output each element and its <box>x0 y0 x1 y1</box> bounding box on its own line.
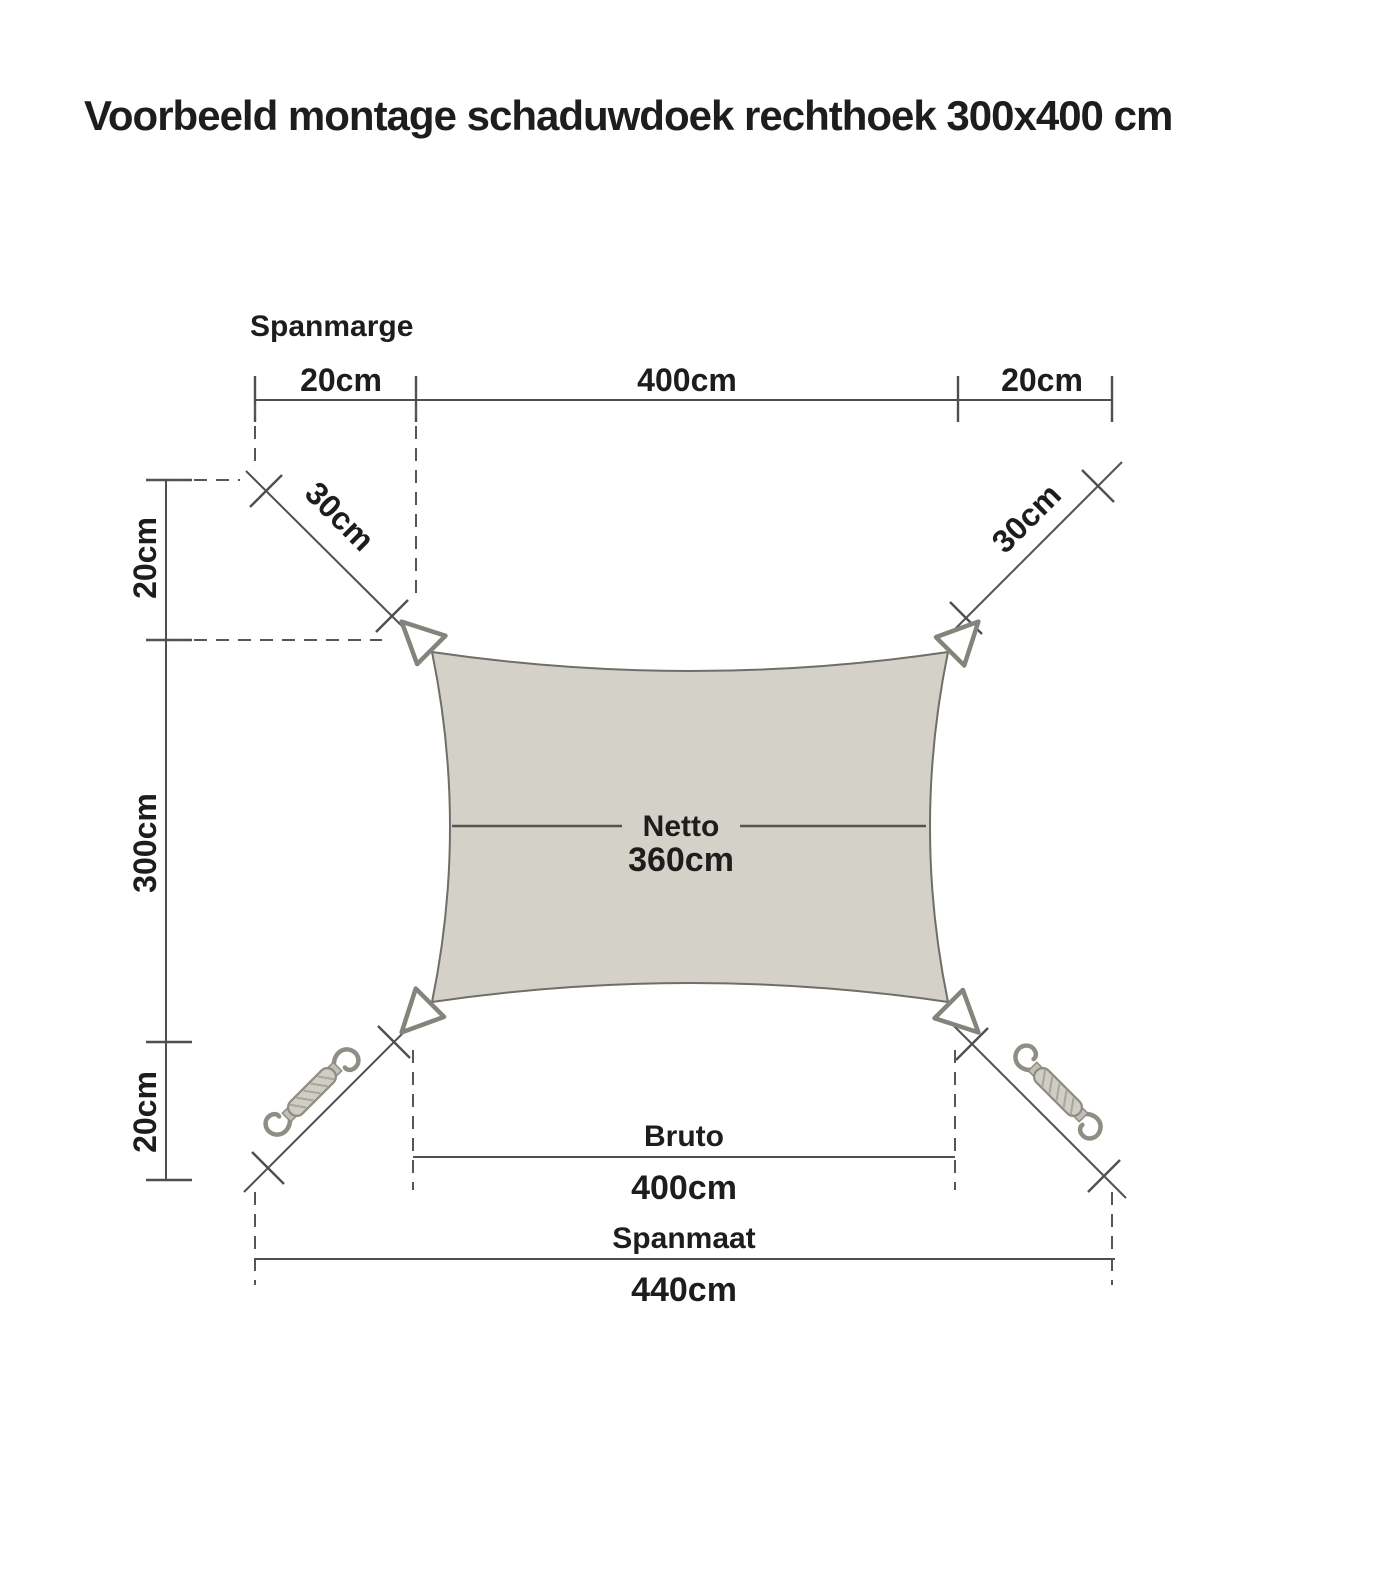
bruto-label: Bruto <box>644 1120 724 1153</box>
left-dim-top-label: 20cm <box>127 517 163 599</box>
page-title: Voorbeeld montage schaduwdoek rechthoek 300x400 cm <box>84 92 1173 139</box>
bruto-value: 400cm <box>631 1169 737 1207</box>
top-dim-right-label: 20cm <box>1001 362 1083 398</box>
corner-diagonal-top-left <box>246 471 410 634</box>
left-dimension-line <box>127 480 192 1180</box>
left-dim-bottom-label: 20cm <box>127 1071 163 1153</box>
spanmaat-dimension <box>255 1222 1115 1309</box>
netto-label: Netto <box>642 810 720 843</box>
netto-value: 360cm <box>628 841 734 879</box>
top-dimension-line <box>255 362 1112 422</box>
corner-30cm-right: 30cm <box>984 476 1068 560</box>
spanmaat-value: 440cm <box>631 1271 737 1309</box>
top-dim-left-label: 20cm <box>300 362 382 398</box>
corner-diagonal-bottom-left <box>244 1026 410 1192</box>
spanmaat-label: Spanmaat <box>612 1222 756 1255</box>
turnbuckle-icon <box>261 1041 362 1142</box>
turnbuckle-icon <box>1007 1041 1108 1142</box>
spanmarge-label: Spanmarge <box>250 310 414 343</box>
corner-diagonal-bottom-right <box>952 1024 1126 1198</box>
left-dim-height-label: 300cm <box>127 793 163 893</box>
bruto-dimension <box>413 1120 955 1207</box>
top-dim-width-label: 400cm <box>637 362 737 398</box>
corner-30cm-left: 30cm <box>298 474 382 558</box>
corner-diagonal-top-right <box>948 462 1122 636</box>
